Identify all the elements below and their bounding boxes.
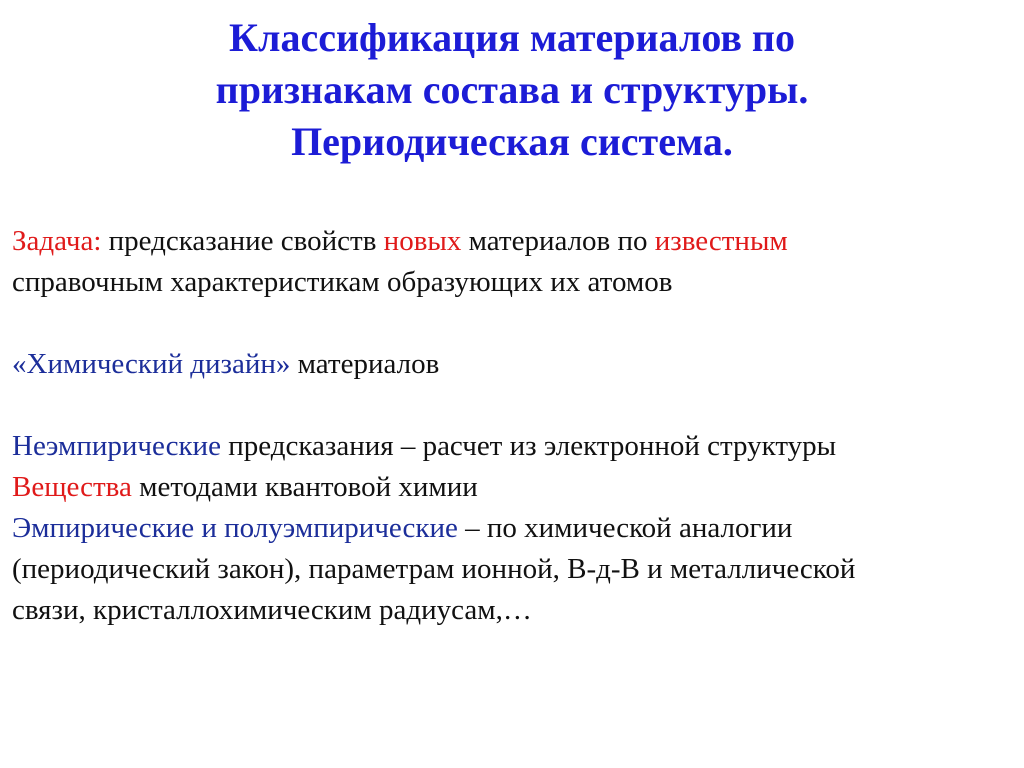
spacer — [12, 303, 1016, 344]
empirical-text-1: – по химической аналогии — [457, 512, 793, 544]
task-known-word: известным — [654, 225, 788, 257]
task-new-word: новых — [383, 225, 462, 257]
nonempirical-paragraph — [12, 426, 1016, 508]
empirical-line-2: (периодический закон), параметрам ионной, В-д-В и металлической — [12, 553, 856, 585]
nonempirical-line-1 — [12, 426, 1016, 467]
chem-design-rest: материалов — [290, 348, 440, 380]
chem-design-term: «Химический дизайн» — [12, 348, 291, 380]
empirical-paragraph — [12, 508, 1016, 631]
chem-design-line — [12, 344, 1016, 385]
nonempirical-term: Неэмпирические — [12, 430, 221, 462]
task-text-1: предсказание свойств — [101, 225, 384, 257]
task-label: Задача: — [12, 225, 102, 257]
task-paragraph — [12, 221, 1016, 303]
title-line-1: Классификация материалов по — [229, 15, 795, 60]
empirical-line-3: связи, кристаллохимическим радиусам,… — [12, 594, 532, 626]
chem-design-paragraph — [12, 344, 1016, 385]
task-line-1 — [12, 221, 1016, 262]
empirical-line-1 — [12, 508, 1016, 549]
nonempirical-line-2 — [12, 467, 1016, 508]
slide-title — [0, 12, 1024, 168]
nonempirical-text-2: методами квантовой химии — [131, 471, 478, 503]
title-line-2: признакам состава и структуры. — [215, 67, 809, 112]
nonempirical-text-1: предсказания – расчет из электронной структуры — [220, 430, 837, 462]
title-line-3: Периодическая система. — [291, 119, 733, 164]
task-text-2: материалов по — [461, 225, 655, 257]
slide-body — [12, 221, 1016, 631]
task-line-2: справочным характеристикам образующих их атомов — [12, 266, 673, 298]
substance-term: Вещества — [12, 471, 132, 503]
empirical-term: Эмпирические и полуэмпирические — [12, 512, 458, 544]
spacer — [12, 385, 1016, 426]
